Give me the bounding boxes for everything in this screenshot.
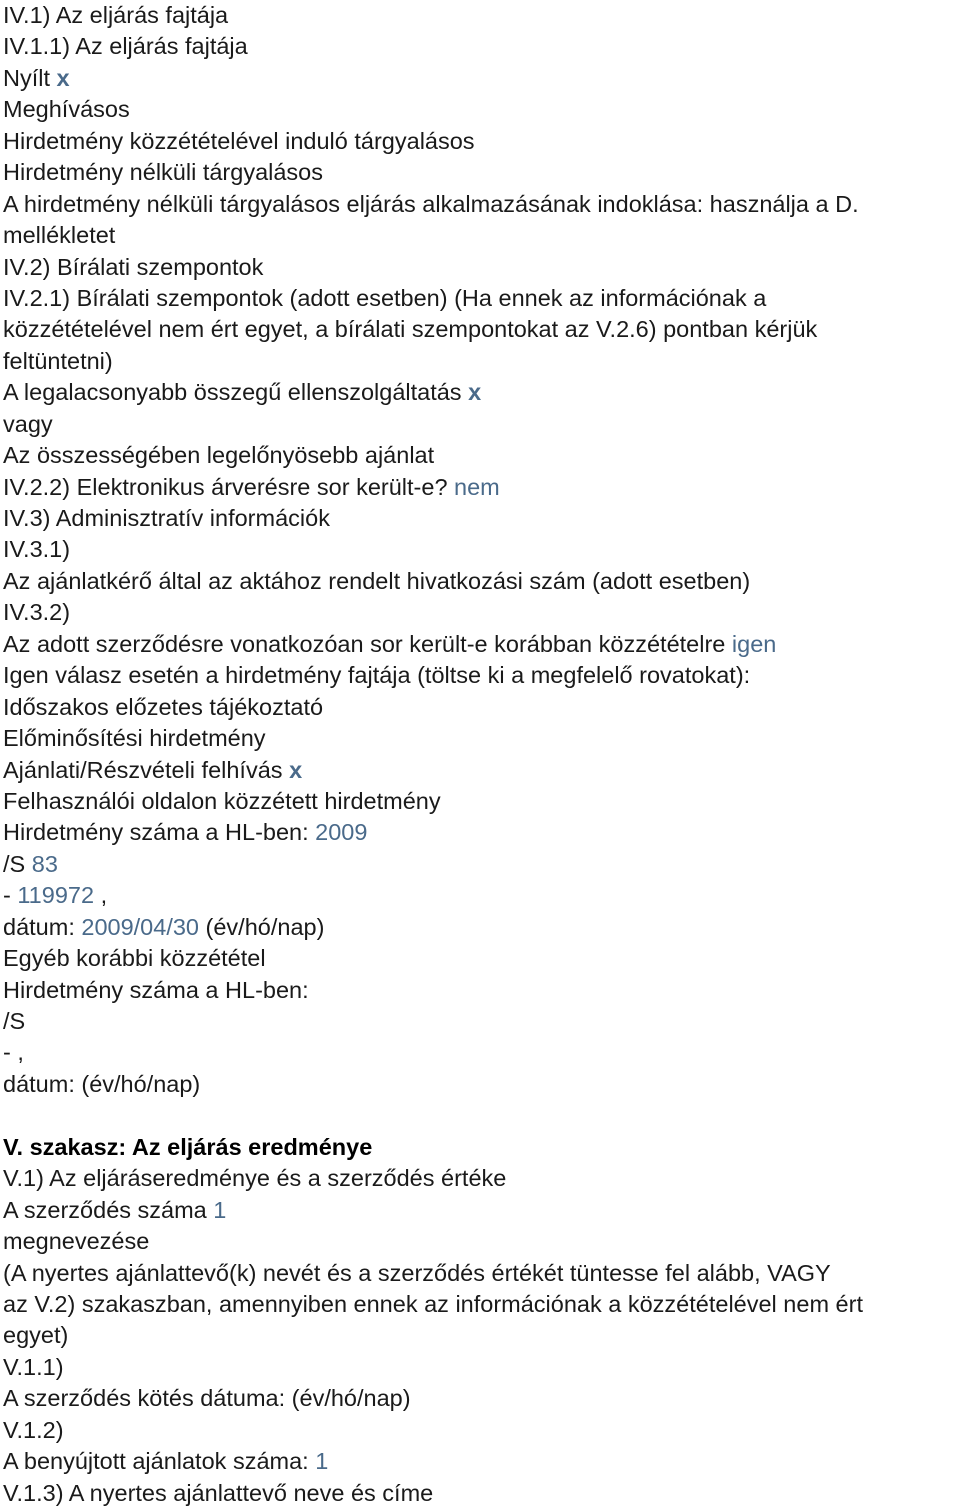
electronic-auction-value: nem	[454, 473, 500, 500]
previous-publication-value: igen	[731, 630, 777, 657]
contract-award-date: A szerződés kötés dátuma: (év/hó/nap)	[3, 1385, 411, 1412]
notice-type-pin: Időszakos előzetes tájékoztató	[3, 693, 324, 720]
option-restricted: Meghívásos	[3, 96, 130, 123]
option-negotiated-with-notice: Hirdetmény közzétételével induló tárgyalásos	[3, 127, 475, 154]
other-oj-notice-number: Hirdetmény száma a HL-ben:	[3, 976, 309, 1003]
justification-text-cont: mellékletet	[3, 222, 116, 249]
section-v1-title: V.1) Az eljáráseredménye és a szerződés értéke	[3, 1165, 507, 1192]
justification-text: A hirdetmény nélküli tárgyalásos eljárás alkalmazásának indoklása: használja a D.	[3, 190, 859, 217]
notice-type-contract-notice: Ajánlati/Részvételi felhívás x	[3, 756, 303, 783]
oj-series-number: 83	[31, 850, 58, 877]
section-iv2-1-title-end: feltüntetni)	[3, 347, 113, 374]
option-negotiated-without-notice: Hirdetmény nélküli tárgyalásos	[3, 159, 324, 186]
contract-number-value: 1	[213, 1196, 227, 1223]
oj-notice-number: Hirdetmény száma a HL-ben: 2009	[3, 819, 368, 846]
previous-publication: Az adott szerződésre vonatkozóan sor került-e korábban közzétételre igen	[3, 630, 777, 657]
section-iv2-1-title: IV.2.1) Bírálati szempontok (adott esetben) (Ha ennek az információnak a	[3, 284, 767, 311]
selected-mark: x	[289, 756, 303, 783]
offers-received-value: 1	[315, 1448, 329, 1475]
section-iv3-2-label: IV.3.2)	[3, 599, 71, 626]
winner-instruction: (A nyertes ajánlattevő(k) nevét és a szerződés értékét tüntesse fel alább, VAGY	[3, 1259, 831, 1286]
notice-type-buyer-profile: Felhasználói oldalon közzétett hirdetmény	[3, 787, 441, 814]
other-oj-id: - ,	[3, 1039, 24, 1066]
section-v1-1-label: V.1.1)	[3, 1353, 64, 1380]
other-publication: Egyéb korábbi közzététel	[3, 945, 266, 972]
criterion-lowest-price: A legalacsonyabb összegű ellenszolgáltatás x	[3, 379, 482, 406]
section-v1-3-title: V.1.3) A nyertes ajánlattevő neve és címe	[3, 1479, 434, 1506]
criterion-best-value: Az összességében legelőnyösebb ajánlat	[3, 442, 435, 469]
section-iv2-title: IV.2) Bírálati szempontok	[3, 253, 264, 280]
electronic-auction: IV.2.2) Elektronikus árverésre sor került-e? nem	[3, 473, 500, 500]
selected-mark: x	[468, 379, 482, 406]
criterion-or: vagy	[3, 410, 53, 437]
section-iv2-1-title-cont: közzétételével nem ért egyet, a bírálati szempontokat az V.2.6) pontban kérjük	[3, 316, 818, 343]
notice-type-instruction: Igen válasz esetén a hirdetmény fajtája (töltse ki a megfelelő rovatokat):	[3, 662, 751, 689]
oj-date-value: 2009/04/30	[81, 913, 199, 940]
section-iv3-1-label: IV.3.1)	[3, 536, 71, 563]
section-v1-2-label: V.1.2)	[3, 1416, 64, 1443]
contract-number: A szerződés száma 1	[3, 1196, 227, 1223]
oj-series: /S 83	[3, 850, 58, 877]
blank-line	[3, 1100, 960, 1131]
oj-year: 2009	[315, 819, 368, 846]
winner-instruction-cont: az V.2) szakaszban, amennyiben ennek az információnak a közzétételével nem ért	[3, 1290, 863, 1317]
notice-type-qualification: Előminősítési hirdetmény	[3, 725, 266, 752]
section-v-heading: V. szakasz: Az eljárás eredménye	[3, 1133, 373, 1160]
offers-received: A benyújtott ajánlatok száma: 1	[3, 1448, 329, 1475]
section-iv1-1-title: IV.1.1) Az eljárás fajtája	[3, 33, 248, 60]
section-iv3-title: IV.3) Adminisztratív információk	[3, 505, 330, 531]
selected-mark: x	[56, 64, 70, 91]
option-open: Nyílt x	[3, 64, 70, 91]
section-iv1-title: IV.1) Az eljárás fajtája	[3, 2, 229, 28]
oj-date: dátum: 2009/04/30 (év/hó/nap)	[3, 913, 325, 940]
oj-id: - 119972 ,	[3, 882, 108, 909]
winner-instruction-end: egyet)	[3, 1322, 69, 1349]
oj-id-number: 119972	[17, 882, 95, 909]
reference-number-label: Az ajánlatkérő által az aktához rendelt hivatkozási szám (adott esetben)	[3, 567, 751, 594]
other-oj-date: dátum: (év/hó/nap)	[3, 1070, 201, 1097]
contract-title-label: megnevezése	[3, 1228, 150, 1255]
other-oj-series: /S	[3, 1008, 26, 1034]
